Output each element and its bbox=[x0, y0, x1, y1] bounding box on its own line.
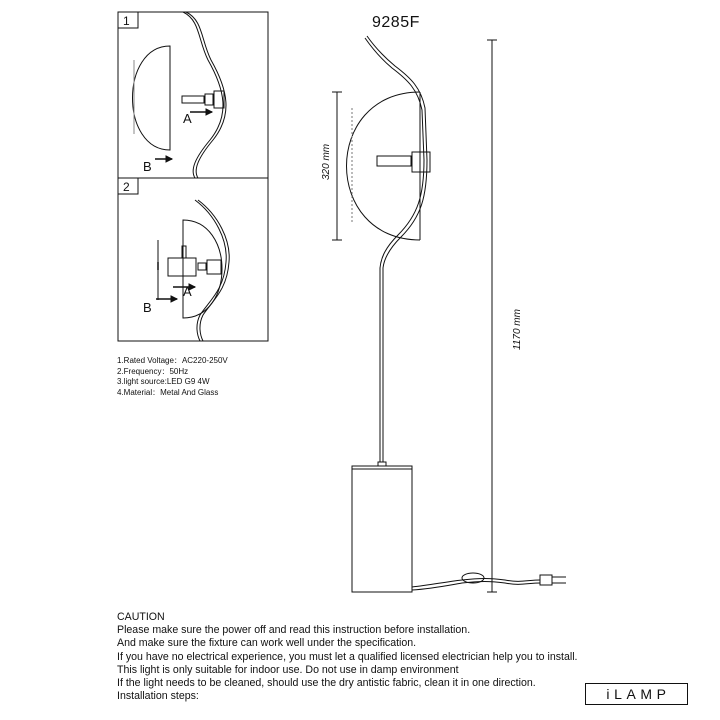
step-2-label-a: A bbox=[183, 284, 192, 299]
spec-light-source-label: 3.light source: bbox=[117, 377, 167, 386]
spec-material-value: Metal And Glass bbox=[160, 387, 219, 397]
total-height-label: 1170 mm bbox=[512, 309, 523, 350]
caution-line: Please make sure the power off and read this instruction before installation. bbox=[117, 624, 471, 637]
spec-material bbox=[117, 388, 228, 399]
floor-lamp-elevation bbox=[347, 36, 567, 592]
total-height-dimension bbox=[487, 40, 523, 592]
model-number: 9285F bbox=[372, 14, 420, 31]
caution-line: This light is only suitable for indoor use. Do not use in damp environment bbox=[117, 663, 459, 676]
caution-heading: CAUTION bbox=[117, 611, 165, 623]
caution-line: If you have no electrical experience, you must let a qualified licensed electrician help you to install. bbox=[117, 650, 578, 663]
step-2-panel bbox=[118, 178, 268, 341]
spec-frequency-value: 50Hz bbox=[169, 366, 189, 376]
spec-voltage bbox=[117, 356, 228, 367]
spec-light-source bbox=[117, 377, 228, 388]
caution-line: And make sure the fixture can work well under the specification. bbox=[117, 637, 417, 650]
caution-line: Installation steps: bbox=[117, 690, 199, 703]
step-1-panel bbox=[118, 12, 268, 178]
brand-logo: iLAMP bbox=[585, 683, 688, 705]
spec-voltage-value: AC220-250V bbox=[181, 356, 228, 365]
step-2-label-b: B bbox=[143, 300, 152, 315]
step-1-label-a: A bbox=[183, 111, 192, 126]
specifications-list bbox=[117, 356, 228, 398]
spec-frequency-label: 2.Frequency： bbox=[117, 366, 170, 376]
step-2-number: 2 bbox=[123, 180, 130, 194]
step-1-number: 1 bbox=[123, 14, 130, 28]
caution-line: If the light needs to be cleaned, should use the dry antistic fabric, clean it in one direction. bbox=[117, 677, 536, 690]
shade-height-label: 320 mm bbox=[321, 143, 332, 180]
caution-block bbox=[117, 611, 578, 703]
spec-voltage-label: 1.Rated Voltage： bbox=[117, 356, 182, 365]
step-1-label-b: B bbox=[143, 159, 152, 174]
spec-frequency bbox=[117, 367, 228, 378]
spec-light-source-value: LED G9 4W bbox=[166, 377, 210, 386]
spec-material-label: 4.Material： bbox=[117, 387, 161, 397]
shade-height-dimension bbox=[321, 92, 342, 240]
